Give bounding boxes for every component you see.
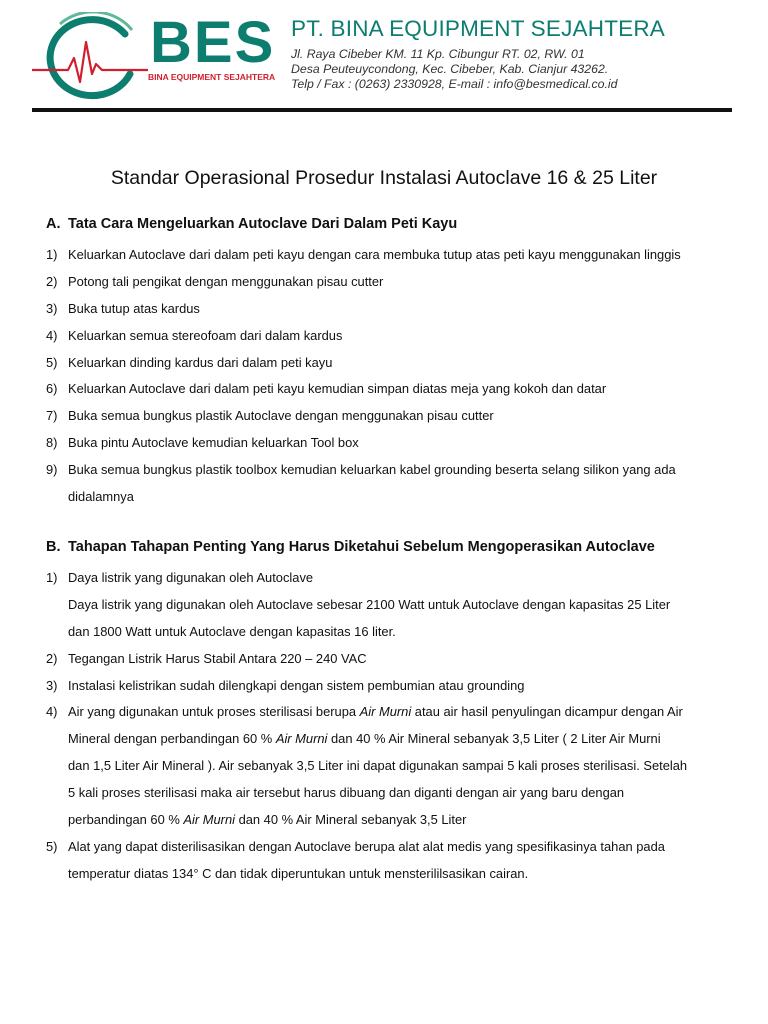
section-b-title: Tahapan Tahapan Penting Yang Harus Diketahui Sebelum Mengoperasikan Autoclave [68,539,655,555]
item-text: Keluarkan Autoclave dari dalam peti kayu kemudian simpan diatas meja yang kokoh dan datar [68,381,607,397]
item-text: atau air hasil penyulingan dicampur dengan Air [411,704,683,720]
section-a-title: Tata Cara Mengeluarkan Autoclave Dari Dalam Peti Kayu [68,216,458,232]
item-continuation: dan 1800 Watt untuk Autoclave dengan kapasitas 16 liter. [68,623,396,639]
item-number: 3) [46,677,58,693]
list-item [46,457,746,484]
item-number: 4) [46,704,58,720]
logo-wordmark: BES [150,10,276,75]
list-item [46,430,746,457]
item-text: Buka pintu Autoclave kemudian keluarkan Tool box [68,435,359,451]
item-text: dan 40 % Air Mineral sebanyak 3,5 Liter ( 2 Liter Air Murni [327,731,661,747]
item-emphasis: Air Murni [359,704,412,720]
list-item [46,376,746,403]
section-b-heading [46,539,655,555]
item-text: Keluarkan Autoclave dari dalam peti kayu dengan cara membuka tutup atas peti kayu menggunakan linggis [68,247,681,262]
item-text: Daya listrik yang digunakan oleh Autoclave [68,570,314,585]
item-text: Alat yang dapat disterilisasikan dengan Autoclave berupa alat alat medis yang spesifikasinya tahan pada [68,838,665,854]
item-text: Buka semua bungkus plastik Autoclave dengan menggunakan pisau cutter [68,408,494,424]
item-number: 1) [46,247,58,262]
list-item [46,403,746,430]
item-text: Mineral dengan perbandingan 60 % [68,731,276,747]
item-continuation: dan 1,5 Liter Air Mineral ). Air sebanyak 3,5 Liter ini dapat digunakan sampai 5 kali proses sterilisasi. Setelah [68,758,688,774]
item-text: Keluarkan dinding kardus dari dalam peti kayu [68,354,333,370]
list-item [46,834,746,861]
list-item [46,350,746,377]
list-item [46,565,746,592]
item-text: dan 40 % Air Mineral sebanyak 3,5 Liter [234,812,467,828]
list-item [46,269,746,296]
item-number: 7) [46,408,58,424]
item-text: Potong tali pengikat dengan menggunakan pisau cutter [68,273,384,289]
item-continuation [46,807,746,834]
letterhead [0,0,768,116]
item-number: 6) [46,381,58,397]
list-item [46,673,746,700]
item-continuation: Daya listrik yang digunakan oleh Autoclave sebesar 2100 Watt untuk Autoclave dengan kapasitas 25 Liter [68,596,671,612]
item-number: 1) [46,570,58,585]
item-number: 9) [46,462,58,478]
list-item [46,323,746,350]
item-number: 4) [46,327,58,343]
logo-subtitle: BINA EQUIPMENT SEJAHTERA [148,72,276,82]
item-continuation: 5 kali proses sterilisasi maka air tersebut harus dibuang dan diganti dengan air yang baru dengan [68,785,625,801]
section-a-list [46,242,746,511]
list-item [46,296,746,323]
item-number: 2) [46,650,58,666]
section-b-list [46,565,746,888]
item-text: perbandingan 60 % [68,812,184,828]
address-line-1: Jl. Raya Cibeber KM. 11 Kp. Cibungur RT. 02, RW. 01 [291,46,585,61]
document-title: Standar Operasional Prosedur Instalasi Autoclave 16 & 25 Liter [110,167,658,189]
item-continuation: temperatur diatas 134° C dan tidak diperuntukan untuk mensterililsasikan cairan. [68,865,529,881]
list-item [46,699,746,726]
item-number: 5) [46,354,58,370]
item-number: 5) [46,838,58,854]
section-a-heading [46,216,457,232]
item-text: Instalasi kelistrikan sudah dilengkapi dengan sistem pembumian atau grounding [68,677,525,693]
item-continuation: didalamnya [68,489,134,505]
item-text: Air yang digunakan untuk proses sterilisasi berupa [68,704,360,720]
item-text: Keluarkan semua stereofoam dari dalam kardus [68,327,343,343]
section-b-letter: B. [46,539,61,555]
company-info [291,18,751,92]
list-item [46,242,746,269]
item-continuation [46,726,746,753]
address-line-2: Desa Peuteuycondong, Kec. Cibeber, Kab. Cianjur 43262. [291,61,609,76]
item-number: 8) [46,435,58,451]
section-a-letter: A. [46,216,61,232]
company-name: PT. BINA EQUIPMENT SEJAHTERA [291,16,666,41]
company-logo [30,12,282,102]
item-emphasis: Air Murni [275,731,328,747]
letterhead-divider [32,108,732,112]
contact-line: Telp / Fax : (0263) 2330928, E-mail : info@besmedical.co.id [291,76,618,91]
logo-ring-icon [30,12,150,102]
item-text: Buka tutup atas kardus [68,300,200,316]
item-number: 3) [46,300,58,316]
item-emphasis: Air Murni [183,812,235,828]
list-item [46,646,746,673]
item-text: Buka semua bungkus plastik toolbox kemudian keluarkan kabel grounding beserta selang silikon yang ada [68,462,676,478]
item-text: Tegangan Listrik Harus Stabil Antara 220 – 240 VAC [68,650,367,666]
item-number: 2) [46,273,58,289]
